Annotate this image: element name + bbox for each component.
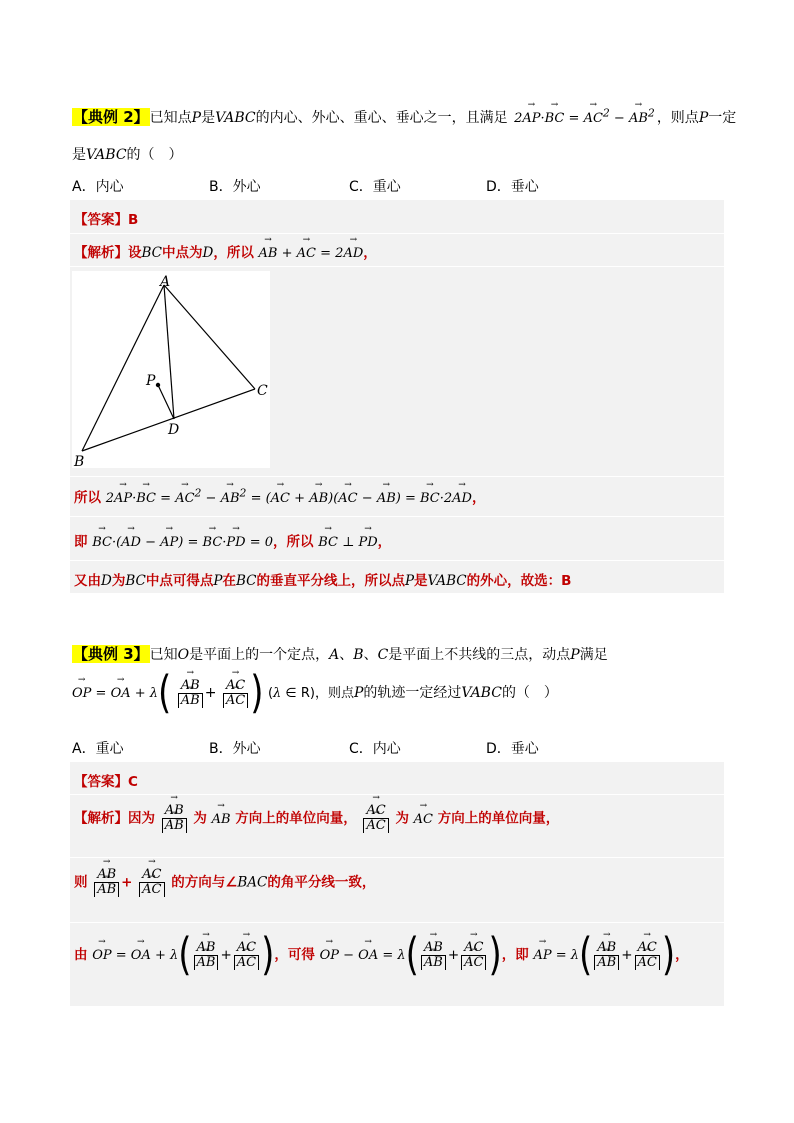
example-3-analysis-line-3: 由 → OP = → OA + λ( → AB → AB + → AC → AC )，可得 → OP − → OA = λ( → AB → AB + → AC → AC )，即 → AP = λ( → AB → AB + → AC → AC )， <box>74 938 689 972</box>
example-2-answer: 【答案】B <box>74 212 139 228</box>
label-a: A <box>160 274 171 290</box>
example-3-question-line-2: → OP = → OA + λ( → AB → AB + → AC → AC ) (λ ∈ R)，则点P的轨迹一定经过VABC的（ ） <box>72 676 558 710</box>
example-2-option-d: D．垂心 <box>486 179 539 195</box>
example-2-question-line-1: 【典例 2】已知点P是VABC的内心、外心、重心、垂心之一，且满足 2→ AP·→ BC = → $AC^2$ − → $AB^2$ ，则点P一定 <box>72 106 736 127</box>
triangle-figure <box>72 271 270 468</box>
example-2-option-a: A．内心 <box>72 179 124 195</box>
label-d: D <box>168 422 180 438</box>
example-3-option-a: A．重心 <box>72 741 124 757</box>
example-3-answer: 【答案】C <box>74 774 138 790</box>
example-2-analysis-line-2: 所以 2→ AP·→ BC = → $AC^2$ − → $AB^2$ = (→ AC + → AB)(→ AC − → AB) = → BC·2→ AD， <box>74 486 485 506</box>
example-3-analysis-line-2: 则 → AB → AB + → AC → AC 的方向与∠BAC的角平分线一致， <box>74 868 375 897</box>
example-2-tag: 【典例 2】 <box>73 108 149 126</box>
label-c: C <box>257 383 268 399</box>
example-3-option-d: D．垂心 <box>486 741 539 757</box>
point-p <box>156 383 160 387</box>
example-3-analysis-line-1: 【解析】因为 → AB → AB 为 → AB 方向上的单位向量， → AC → AC 为 → AC 方向上的单位向量， <box>74 804 559 833</box>
median-ad <box>164 285 174 419</box>
example-2-analysis-line-3: 即 → BC·(→ AD − → AP) = → BC·→ PD = 0，所以 → BC ⊥ → PD， <box>74 530 391 550</box>
example-2-conclusion: 又由D为BC中点可得点P在BC的垂直平分线上，所以点P是VABC的外心，故选：B <box>74 573 572 589</box>
example-3-tag: 【典例 3】 <box>73 645 149 663</box>
label-b: B <box>74 454 85 468</box>
example-3-option-b: B．外心 <box>209 741 261 757</box>
triangle-diagram <box>72 271 270 468</box>
label-p: P <box>146 373 156 389</box>
example-2-analysis-line-1: 【解析】设BC中点为D，所以 → AB + → AC = 2→ AD， <box>74 241 377 261</box>
example-3-question-line-1: 【典例 3】已知O是平面上的一个定点，A、B、C是平面上不共线的三点，动点P满足 <box>73 645 608 663</box>
example-3-option-c: C．内心 <box>349 741 401 757</box>
example-2-question-line-2: 是VABC的（ ） <box>72 147 183 163</box>
edge-ac <box>164 285 255 389</box>
example-2-option-b: B．外心 <box>209 179 261 195</box>
example-2-option-c: C．重心 <box>349 179 401 195</box>
